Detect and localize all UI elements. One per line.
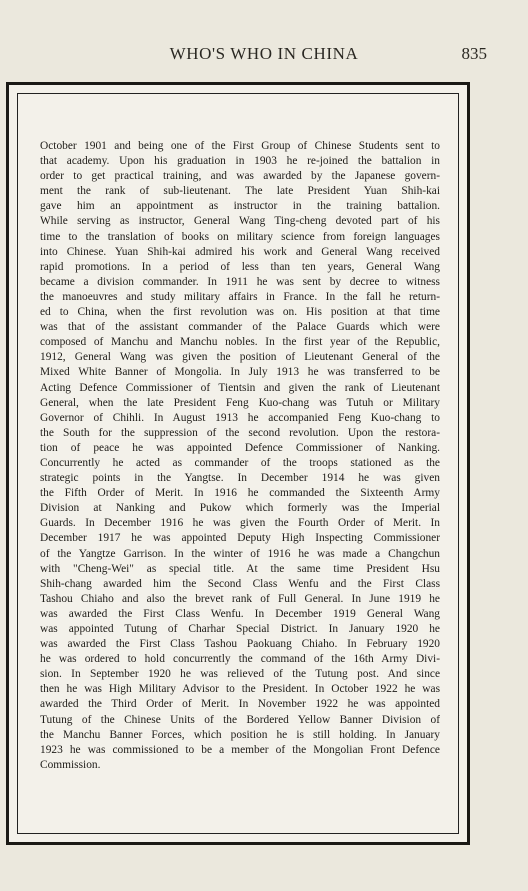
text-line: ment the rank of sub-lieutenant. The late President Yuan Shih-kai <box>40 185 440 198</box>
text-line: of the Yangtze Garrison. In the winter of 1916 he was made a Changchun <box>40 547 440 560</box>
text-line: gave him an appointment as instructor in the training battalion. <box>40 200 440 213</box>
biography-text <box>40 139 440 773</box>
text-line: Tutung of the Chinese Units of the Bordered Yellow Banner Division of <box>40 713 440 726</box>
text-line: October 1901 and being one of the First Group of Chinese Students sent to <box>40 140 440 152</box>
text-line: 1923 he was commissioned to be a member of the Mongolian Front Defence <box>40 743 440 756</box>
text-line: Guards. In December 1916 he was given the Fourth Order of Merit. In <box>40 517 440 530</box>
text-line: tion of peace he was appointed Defence Commissioner of Nanking. <box>40 441 440 454</box>
text-line: the Manchu Banner Forces, which position he is still holding. In January <box>40 728 440 741</box>
text-line: the manoeuvres and study military affairs in France. In the fall he return- <box>40 290 440 303</box>
text-line: that academy. Upon his graduation in 1903 he re-joined the battalion in <box>40 155 440 168</box>
text-line: ed to China, when the first revolution was on. His position at that time <box>40 306 440 319</box>
text-line: Tashou Chiaho and also the brevet rank of Full General. In June 1919 he <box>40 592 440 605</box>
text-line: sion. In September 1920 he was relieved of the Tutung post. And since <box>40 668 440 681</box>
text-line: strategic points in the Yangtse. In December 1914 he was given <box>40 472 440 485</box>
text-line: rapid promotions. In a period of less than ten years, General Wang <box>40 260 440 273</box>
text-line: composed of Manchu and Manchu nobles. In the first year of the Republic, <box>40 336 440 349</box>
text-line: Mixed White Banner of Mongolia. In July 1913 he was transferred to be <box>40 366 440 379</box>
text-line: 1912, General Wang was given the position of Lieutenant General of the <box>40 351 440 364</box>
text-line: then he was High Military Advisor to the President. In October 1922 he was <box>40 683 440 696</box>
text-line: was awarded the First Class Wenfu. In December 1919 General Wang <box>40 607 440 620</box>
text-line: While serving as instructor, General Wang Ting-cheng devoted part of his <box>40 215 440 228</box>
text-line: became a division commander. In 1911 he was sent by decree to witness <box>40 275 440 288</box>
text-line: General, when the late President Feng Kuo-chang was Tutuh or Military <box>40 396 440 409</box>
text-line: he was ordered to hold concurrently the command of the 16th Army Divi- <box>40 653 440 666</box>
text-line: Commission. <box>40 758 101 771</box>
text-line: December 1917 he was appointed Deputy High Inspecting Commissioner <box>40 532 440 545</box>
text-line: Concurrently he acted as commander of the troops stationed as the <box>40 456 440 469</box>
text-line: Shih-chang awarded him the Second Class Wenfu and the First Class <box>40 577 440 590</box>
text-line: was that of the assistant commander of the Palace Guards which were <box>40 321 440 334</box>
text-line: awarded the Third Order of Merit. In November 1922 he was appointed <box>40 698 440 711</box>
text-line: was appointed Tutung of Charhar Special District. In January 1920 he <box>40 623 440 635</box>
text-line: order to get practical training, and was awarded by the Japanese govern- <box>40 170 440 183</box>
text-line: time to the translation of books on military science from foreign languages <box>40 230 440 243</box>
text-line: the Fifth Order of Merit. In 1916 he commanded the Sixteenth Army <box>40 487 440 500</box>
text-line: Governor of Chihli. In August 1913 he accompanied Feng Kuo-chang to <box>40 411 440 424</box>
text-line: was awarded the First Class Tashou Paokuang Chiaho. In February 1920 <box>40 638 440 651</box>
text-line: Acting Defence Commissioner of Tientsin and given the rank of Lieutenant <box>40 381 440 394</box>
text-line: into Chinese. Yuan Shih-kai admired his work and General Wang received <box>40 245 440 258</box>
text-line: the South for the suppression of the second revolution. Upon the restora- <box>40 426 440 439</box>
page-number: 835 <box>461 44 487 63</box>
text-line: with "Cheng-Wei" as special title. At the same time President Hsu <box>40 562 440 575</box>
text-line: Division at Nanking and Pukow which formerly was the Imperial <box>40 502 440 515</box>
running-title: WHO'S WHO IN CHINA <box>169 44 359 63</box>
